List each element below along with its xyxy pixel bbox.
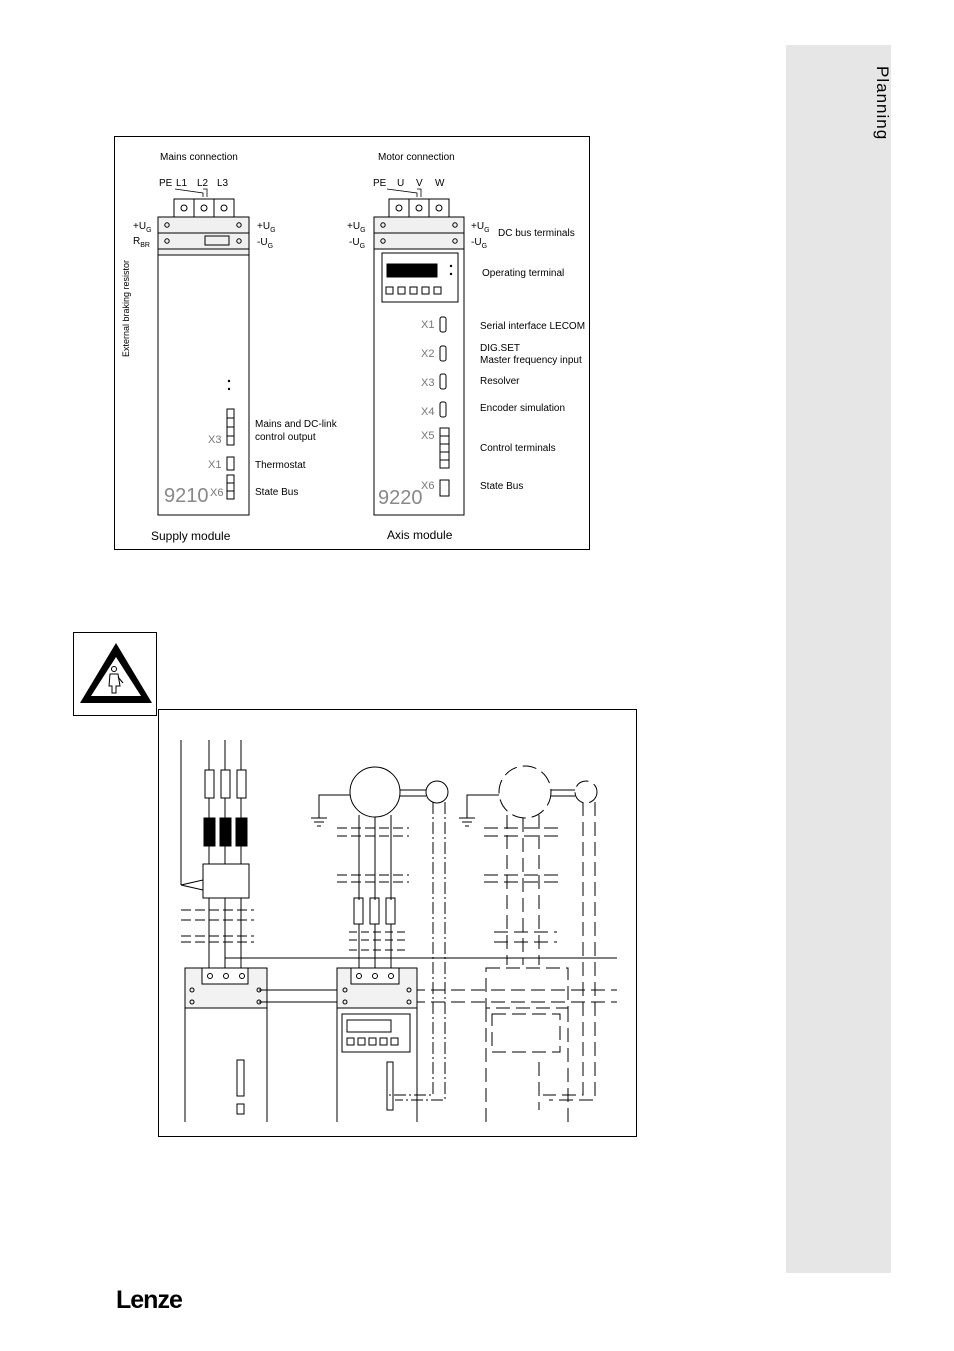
supply-plus-ug-left: $+U_G$ [133,221,152,234]
axis-plus-ug-right: $+U_G$ [471,221,490,234]
axis-x2-connector: X2 [421,348,435,360]
axis-minus-ug-left: $-U_G$ [349,237,366,250]
sidebar-tab [786,45,891,1273]
axis-x4-connector: X4 [421,406,435,418]
supply-minus-ug-right: $-U_G$ [257,237,274,250]
motor-pin-v: V [416,178,423,189]
supply-x3-label-line2: control output [255,432,316,443]
warning-triangle-icon [74,633,158,717]
supply-x1-connector: X1 [208,459,222,471]
supply-model-number: 9210 [164,485,209,507]
motor-connection-label: Motor connection [378,152,455,163]
mains-connection-label: Mains connection [160,152,238,163]
lenze-logo: Lenze [116,1286,182,1314]
dc-bus-terminals-label: DC bus terminals [498,228,575,239]
axis-module-caption: Axis module [387,528,453,542]
axis-module-housing [374,199,464,515]
terminal-overview-figure [114,136,590,550]
external-braking-resistor-label: External braking resistor [121,259,131,357]
motor-pin-u: U [397,178,405,189]
axis-x2-label-line1: DIG.SET [480,343,521,354]
supply-x6-label: State Bus [255,487,299,498]
supply-module-caption: Supply module [151,529,231,543]
mains-pin-pe: PE [159,178,173,189]
axis-x3-connector: X3 [421,377,435,389]
axis-x1-connector: X1 [421,319,435,331]
axis-x2-label-line2: Master frequency input [480,355,582,366]
axis-x5-label: Control terminals [480,443,556,454]
axis-model-number: 9220 [378,487,423,509]
mains-pin-l3: L3 [217,178,229,189]
wiring-diagram-drawing [159,710,638,1138]
mains-pin-l2: L2 [197,178,209,189]
supply-x3-label-line1: Mains and DC-link [255,419,337,430]
wiring-diagram-figure [158,709,637,1137]
axis-x1-label: Serial interface LECOM [480,321,586,332]
terminal-overview-drawing [115,137,591,551]
supply-module-housing [158,199,249,515]
motor-pin-pe: PE [373,178,387,189]
axis-x4-label: Encoder simulation [480,403,566,414]
axis-minus-ug-right: $-U_G$ [471,237,488,250]
supply-x6-connector: X6 [210,487,224,499]
axis-x5-connector: X5 [421,430,435,442]
mains-pin-l1: L1 [176,178,188,189]
axis-x3-label: Resolver [480,376,520,387]
motor-pin-w: W [435,178,445,189]
supply-x1-label: Thermostat [255,460,306,471]
supply-rbr: $R_{BR}$ [133,236,150,249]
supply-x3-connector: X3 [208,434,222,446]
axis-x6-label: State Bus [480,481,524,492]
axis-x6-connector: X6 [421,480,435,492]
warning-box [73,632,157,716]
axis-plus-ug-left: $+U_G$ [347,221,366,234]
supply-plus-ug-right: $+U_G$ [257,221,276,234]
operating-terminal-label: Operating terminal [482,268,565,279]
sidebar-title: Planning [873,66,892,141]
